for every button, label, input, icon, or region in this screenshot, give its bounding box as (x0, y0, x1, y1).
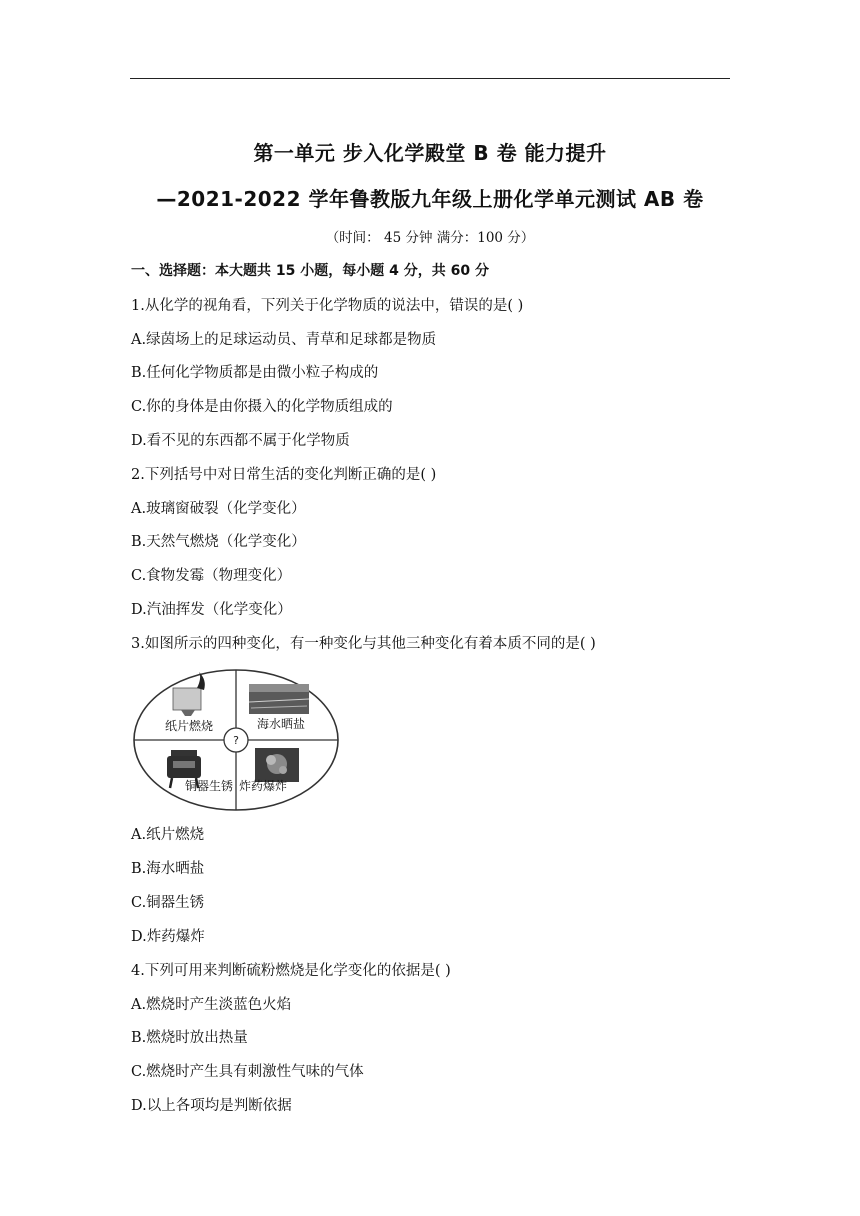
figure-label-sea-salt: 海水晒盐 (256, 717, 306, 731)
question-2-option-a: A.玻璃窗破裂（化学变化） (131, 501, 306, 517)
question-2-option-b: B.天然气燃烧（化学变化） (131, 534, 306, 550)
exam-time-info: （时间： 45 分钟 满分：100 分） (325, 230, 535, 246)
question-2-option-c: C.食物发霉（物理变化） (131, 568, 292, 584)
question-3-option-b: B.海水晒盐 (131, 861, 205, 877)
question-4-option-c: C.燃烧时产生具有刺激性气味的气体 (131, 1064, 364, 1080)
question-1-option-c: C.你的身体是由你摄入的化学物质组成的 (131, 399, 393, 415)
page-subtitle: —2021-2022 学年鲁教版九年级上册化学单元测试 AB 卷 (156, 187, 704, 211)
question-1-option-d: D.看不见的东西都不属于化学物质 (131, 433, 350, 449)
question-2-option-d: D.汽油挥发（化学变化） (131, 602, 292, 618)
figure-label-bronze-rust: 铜器生锈 (184, 779, 234, 793)
section-heading: 一、选择题：本大题共 15 小题，每小题 4 分，共 60 分 (131, 263, 489, 279)
figure-label-paper-burning: 纸片燃烧 (164, 719, 214, 733)
question-4-option-b: B.燃烧时放出热量 (131, 1030, 248, 1046)
question-3-figure (131, 666, 353, 814)
question-3-option-d: D.炸药爆炸 (131, 929, 205, 945)
question-2-stem: 2.下列括号中对日常生活的变化判断正确的是( ) (131, 467, 437, 483)
question-1-option-b: B.任何化学物质都是由微小粒子构成的 (131, 365, 379, 381)
question-3-stem: 3.如图所示的四种变化，有一种变化与其他三种变化有着本质不同的是( ) (131, 636, 596, 652)
question-3-option-a: A.纸片燃烧 (131, 827, 205, 843)
sea-salt-picture (249, 684, 309, 714)
explosion-picture (255, 748, 299, 782)
question-3-option-c: C.铜器生锈 (131, 895, 205, 911)
question-1-stem: 1.从化学的视角看，下列关于化学物质的说法中，错误的是( ) (131, 298, 524, 314)
question-4-option-d: D.以上各项均是判断依据 (131, 1098, 292, 1114)
figure-center-mark: ? (233, 734, 239, 747)
question-4-stem: 4.下列可用来判断硫粉燃烧是化学变化的依据是( ) (131, 963, 451, 979)
question-4-option-a: A.燃烧时产生淡蓝色火焰 (131, 997, 292, 1013)
page-title: 第一单元 步入化学殿堂 B 卷 能力提升 (253, 141, 607, 165)
header-rule (130, 78, 730, 79)
question-1-option-a: A.绿茵场上的足球运动员、青草和足球都是物质 (131, 332, 437, 348)
figure-label-explosion: 炸药爆炸 (238, 779, 288, 793)
